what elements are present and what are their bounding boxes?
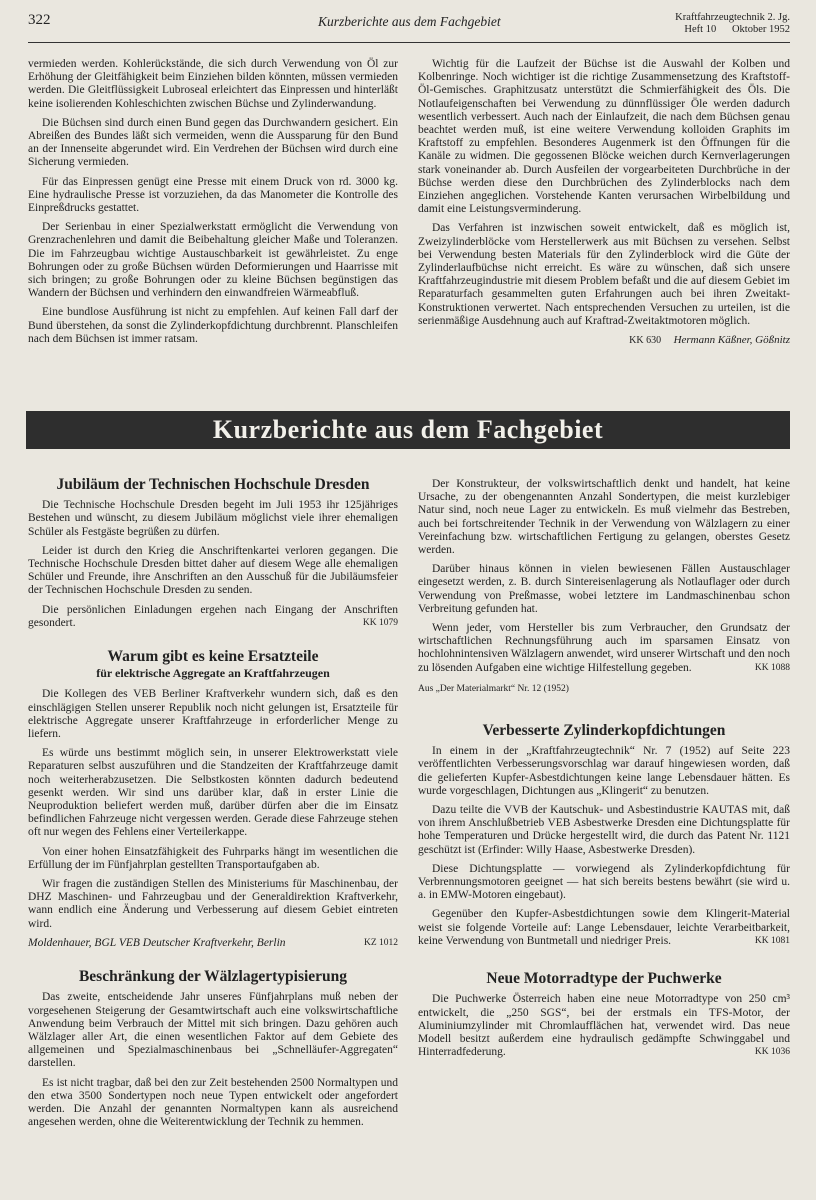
paragraph: Der Konstrukteur, der volkswirtschaftlich denkt und handelt, hat keine Ursache, zu der obengenannten Anzahl Sondertypen, die meist kurzlebiger Natur sind, noch neue Lager zu entwickeln. Es muß vielmehr das Bestreben, auch bei fortschreitender Technik in der Verwendung von Wälzlagern zu einer Vereinfachung bzw. wirtschaftlichen Fertigung zu gelangen, oberstes Gesetz werden. <box>418 478 790 557</box>
article-code: KK 1081 <box>754 935 790 946</box>
paragraph: In einem in der „Kraftfahrzeugtechnik“ Nr. 7 (1952) auf Seite 223 veröffentlichten Verbesserungsvorschlag war darauf hingewiesen worden, daß die gelieferten Kupfer-Asbestdichtungen keine lange Lebensdauer hätten. Es wurde vorgeschlagen, Dichtungen aus „Klingerit“ zu benutzen. <box>418 745 790 797</box>
paragraph: Das zweite, entscheidende Jahr unseres Fünfjahrplans muß neben der vorgesehenen Steigerung der Gesamtwirtschaft auch eine volkswirtschaftliche Anwendung beim Verbrauch der Mittel mit sich bringen. Dazu gehören auch Wälzlager aller Art, die einen wesentlichen Faktor auf dem Gebiete des allgemeinen und Spezialmaschinenbaus bei „Schnelläufer-Aggregaten“ darstellen. <box>28 991 398 1070</box>
article-signature: Moldenhauer, BGL VEB Deutscher Kraftverkehr, Berlin KZ 1012 <box>28 936 398 949</box>
paragraph: Diese Dichtungsplatte — vorwiegend als Zylinderkopfdichtung für Verbrennungsmotoren geeignet — hat sich bereits bestens bewährt (sie wird u. a. in EMW-Motoren eingebaut). <box>418 862 790 902</box>
paragraph: Die Puchwerke Österreich haben eine neue Motorradtype von 250 cm³ entwickelt, die „250 SGS“, bei der erstmals ein TFS-Motor, der Aluminiumzylinder mit Chromlaufflächen hat, verwendet wird. Das neue Modell besitzt außerdem eine hydraulisch gedämpfte Schwinggabel und Hinterradfederung. KK 1036 <box>418 993 790 1059</box>
paragraph: Für das Einpressen genügt eine Presse mit einem Druck von rd. 3000 kg. Eine hydraulische Presse ist vorzuziehen, da das Manometer die Kontrolle des Einpreßdrucks gestattet. <box>28 175 398 215</box>
article-title: Verbesserte Zylinderkopfdichtungen <box>482 722 726 740</box>
paragraph: Darüber hinaus können in vielen bewiesenen Fällen Austauschlager eingesetzt werden, z. B. durch Sintereisenlagerung als Notlauflager oder durch Verwendung von Preßmasse, wobei letztere im Landmaschinenbau schon Verbreitung gefunden hat. <box>418 563 790 615</box>
article-code: KK 630 <box>629 335 662 347</box>
paragraph: Die Kollegen des VEB Berliner Kraftverkehr wundern sich, daß es den einschlägigen Stellen unserer Republik noch nicht gelungen ist, Ersatzteile für elektrische Aggregate unserer Kraftfahrzeuge in erforderlicher Menge zu liefern. <box>28 688 398 741</box>
article-signature <box>418 334 790 347</box>
article-subtitle: für elektrische Aggregate an Kraftfahrzeugen <box>96 666 330 681</box>
paragraph: Der Serienbau in einer Spezialwerkstatt ermöglicht die Verwendung von Grenzrachenlehren und damit die Beibehaltung gleicher Maße und Toleranzen. Die im Fahrzeugbau wichtige Austauschbarkeit ist gewährleistet. Zu enge Bohrungen oder zu große Büchsen würden Deformierungen und Haarrisse mit sich bringen; zu große Bohrungen oder zu kleine Büchsen begünstigen das Wandern der Büchsen und verhindern den einwandfreien Wärmeabfluß. <box>28 221 398 300</box>
paragraph: Dazu teilte die VVB der Kautschuk- und Asbestindustrie KAUTAS mit, daß von ihrem Anschlußbetrieb VEB Asbestwerke Dresden eine Dichtungsplatte für hohe Temperaturen und Drücke hergestellt wird, die durch das Patent Nr. 1121 geschützt ist (Erfinder: Willy Haase, Asbestwerke Dresden). <box>418 804 790 856</box>
page-header <box>28 12 790 43</box>
article-code: KK 1088 <box>754 662 790 673</box>
bottom-left-column <box>28 478 398 1135</box>
paragraph: Von einer hohen Einsatzfähigkeit des Fuhrparks hängt im wesentlichen die Erfüllung der im Fünfjahrplan gestellten Transportaufgaben ab. <box>28 845 398 871</box>
paragraph: Es ist nicht tragbar, daß bei den zur Zeit bestehenden 2500 Normaltypen und den etwa 3500 Sondertypen noch neue Typen entwickelt oder angefordert werden. Die Anzahl der genannten Normaltypen kann als ausreichend angesehen werden, ohne die Weiterentwicklung der Technik zu hemmen. <box>28 1076 398 1129</box>
paragraph: Wichtig für die Laufzeit der Büchse ist die Auswahl der Kolben und Kolbenringe. Noch wichtiger ist die richtige Zusammensetzung des Kraftstoff-Öl-Gemisches. Graphitzusatz unterstützt die Schmierfähigkeit des Öls. Die Notlaufeigenschaften bei Verwendung zu dünnflüssiger Öle werden dadurch wesentlich verbessert. Auch nach der Einlaufzeit, die nach dem Büchsen genau beachtet werden muß, ist eine weitere Verwendung kolloiden Graphits im Kraftstoff zu empfehlen. Besonderes Augenmerk ist den Öffnungen für die Kanäle zu widmen. Die gegossenen Blöcke weichen durch Kernverlagerungen stark voneinander ab. Durch Ausfeilen der vorgearbeiteten Durchbrüche in der Büchse werden diese den Durchbrüchen des Zylinderblocks nach dem Einziehen angeglichen. Vorstehende Kanten verursachen Wirbelbildung und damit eine Leistungsverminderung. <box>418 58 790 216</box>
paragraph: Die persönlichen Einladungen ergehen nach Eingang der Anschriften gesondert. KK 1079 <box>28 603 398 629</box>
paragraph: Es würde uns bestimmt möglich sein, in unserer Elektrowerkstatt viele Reparaturen selbst auszuführen und die Standzeiten der Kraftfahrzeuge damit noch weiterherabzusetzen. Die Selbstkosten könnten dadurch bedeutend gesenkt werden. Wir sind uns darüber klar, daß in erster Linie die Neuproduktion beliefert werden muß, darüber dürfen aber die im Einsatz befindlichen Fahrzeuge nicht vergessen werden. Gerade diese Fahrzeuge stehen oft nur wegen des Fehlens einer Verteilerkappe. <box>28 747 398 839</box>
paragraph: vermieden werden. Kohlerückstände, die sich durch Verwendung von Öl zur Erhöhung der Gleitfähigkeit beim Einziehen bilden könnten, müssen vermieden werden. Die Gleitflüssigkeit Lubroseal erleichtert das Einpressen und hinterläßt keine isolierenden Kohleschichten zwischen Büchse und Zylinderwandung. <box>28 58 398 110</box>
journal-name: Kraftfahrzeugtechnik 2. Jg. <box>675 12 790 23</box>
top-right-column <box>418 58 790 347</box>
section-banner: Kurzberichte aus dem Fachgebiet <box>26 411 790 449</box>
paragraph: Gegenüber den Kupfer-Asbestdichtungen sowie dem Klingerit-Material weist sie folgende Vorteile auf: Lange Lebensdauer, leichte Verarbeitbarkeit, keine Verwendung von Buntmetall und niedriger Preis. KK 1081 <box>418 908 790 947</box>
running-title: Kurzberichte aus dem Fachgebiet <box>318 14 501 29</box>
paragraph: Eine bundlose Ausführung ist nicht zu empfehlen. Auf keinen Fall darf der Bund überstehen, da sonst die Zylinderkopfdichtung durchbrennt. Planschleifen nach dem Büchsen ist immer ratsam. <box>28 306 398 345</box>
article-title: Neue Motorradtype der Puchwerke <box>486 970 722 988</box>
page-number: 322 <box>28 12 51 28</box>
article-title: Jubiläum der Technischen Hochschule Dresden <box>56 476 370 493</box>
article-code: KZ 1012 <box>363 937 398 948</box>
paragraph: Leider ist durch den Krieg die Anschriftenkartei verloren gegangen. Die Technische Hochschule Dresden bittet daher auf diesem Wege alle ehemaligen Schüler und Freunde, ihre Anschriften an den Ausschuß für die Jubiläumsfeier der Technischen Hochschule Dresden zu senden. <box>28 544 398 597</box>
source-note: Aus „Der Materialmarkt“ Nr. 12 (1952) <box>418 683 569 694</box>
article-code: KK 1036 <box>754 1047 790 1058</box>
issue-info: Heft 10 Oktober 1952 <box>684 24 790 35</box>
bottom-right-column <box>418 478 790 1065</box>
paragraph: Das Verfahren ist inzwischen soweit entwickelt, daß es möglich ist, Zweizylinderblöcke vom Herstellerwerk aus mit Büchsen zu versehen. Selbst bei Verwendung besten Materials für den Zylinderblock wird die Güte der Zylinderlaufbüchse nicht erreicht. Es wäre zu wünschen, daß sich unsere Kraftfahrzeugindustrie mit diesem Problem befaßt und die auf diesem Gebiet im Reparaturfach gesammelten guten Erfahrungen auch bei ihren Zweitakt-Konstruktionen verwertet. Nach entsprechenden Versuchen zu urteilen, ist die serienmäßige Ausdehnung auch auf Kraftrad-Zweitaktmotoren möglich. <box>418 222 790 327</box>
paragraph: Wir fragen die zuständigen Stellen des Ministeriums für Maschinenbau, der DHZ Maschinen- und Fahrzeugbau und der Generaldirektion Kraftverkehr, wann endlich eine Änderung und Verbesserung auf diesem Gebiet eintreten wird. <box>28 878 398 930</box>
paragraph: Die Technische Hochschule Dresden begeht im Juli 1953 ihr 125jähriges Bestehen und wünscht, zu diesem Jubiläum möglichst viele ihrer ehemaligen Schüler als Festgäste begrüßen zu dürfen. <box>28 499 398 538</box>
paragraph: Die Büchsen sind durch einen Bund gegen das Durchwandern gesichert. Ein Abreißen des Bundes läßt sich vermeiden, wenn die Aussparung für den Bund an der Innenseite abgerundet wird. Ein Verdrehen der Büchsen wird durch eine Sicherung vermieden. <box>28 116 398 169</box>
paragraph: Wenn jeder, vom Hersteller bis zum Verbraucher, den Grundsatz der wirtschaftlichen Rechnungsführung auch im sparsamen Einsatz von hochlohnintensiven Wälzlagern anwendet, wird unserer Wirtschaft und den noch zu lösenden Aufgaben eine wichtige Hilfestellung gegeben. KK 1088 <box>418 622 790 674</box>
author-name: Hermann Käßner, Gößnitz <box>673 334 790 347</box>
article-title: Warum gibt es keine Ersatzteile <box>107 648 319 666</box>
article-code: KK 1079 <box>362 617 398 628</box>
article-title: Beschränkung der Wälzlagertypisierung <box>78 968 348 986</box>
top-left-column <box>28 58 398 352</box>
